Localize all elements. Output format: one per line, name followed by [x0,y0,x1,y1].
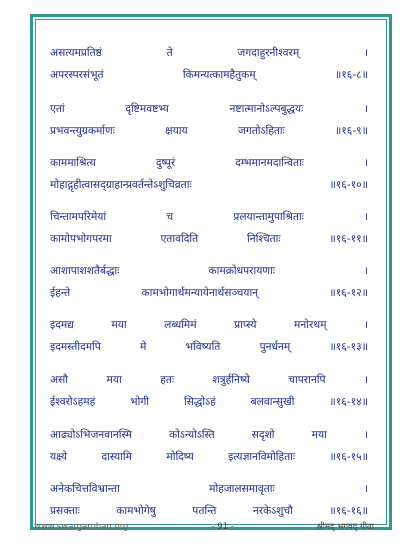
verse-marker: । [363,374,368,386]
book-title: श्रीमद् भगवद् गीता [316,522,374,532]
verse-word: मोदिष्य [166,451,194,463]
verse-word: निश्चिताः [247,233,281,245]
verse-line [50,206,368,228]
verse-word: ईहन्ते [50,287,71,299]
verse-word: भोगी [130,396,150,408]
verse-marker: ॥१६-१६॥ [329,505,368,517]
verse-marker: । [363,429,368,441]
verse-line [50,369,368,391]
verse-marker: ॥१६-८॥ [334,69,368,81]
verse-word: कामभोगेषु [116,505,156,517]
verse-line [50,424,368,446]
verse-word: दम्भमानमदान्विताः [235,157,304,169]
verse-word: प्रभवन्त्युग्रकर्माणः [50,125,115,137]
verse-word: प्रसक्ताः [50,505,80,517]
verse-word: मोहजालसमावृताः [209,483,275,495]
verse-line [50,282,368,304]
verse-word: आशापाशशतैर्बद्धाः [50,265,120,277]
verse-word: ते [166,47,173,59]
verse-word: सिद्धोऽहं [183,396,216,408]
verse-line [50,64,368,86]
verse-word: काममाश्रित्य [50,157,96,169]
verse-word: कामभोगार्थमन्यायेनार्थसञ्चयान् [141,287,259,299]
verse-word: आढ्योऽभिजनवानस्मि [50,429,132,441]
verse-word: भविष्यति [185,341,221,353]
verse-word: हतः [160,374,175,386]
verse-word: असत्यमप्रतिष्ठं [50,47,102,59]
verse-word: च [166,211,174,223]
verse-line [50,478,368,500]
verse-word: दृष्टिमवष्टभ्य [125,103,169,115]
verse-marker: । [363,319,368,331]
verse-line [50,260,368,282]
verse-marker: ॥१६-१०॥ [329,179,368,191]
verse-word: मया [106,374,122,386]
verse-marker: ॥१६-१५॥ [329,451,368,463]
verse-block [50,478,368,522]
verse-word: सदृशो [251,429,275,441]
verse-word: दुष्पूरं [155,157,176,169]
verse-line [50,336,368,358]
verse-block [50,424,368,468]
verse-line [50,228,368,250]
verse-marker: ॥१६-१३॥ [329,341,368,353]
verse-word: इदमद्य [50,319,74,331]
verse-word: कामोपभोगपरमा [50,233,112,245]
verse-line [50,446,368,468]
verse-marker: । [363,47,368,59]
verse-word: यक्ष्ये [50,451,68,463]
verse-block [50,206,368,250]
verse-marker: । [363,211,368,223]
verse-line [50,152,368,174]
verse-line [50,42,368,64]
verse-word: मया [111,319,127,331]
verse-word: पतन्ति [192,505,217,517]
verse-word: एतावदिति [160,233,199,245]
verse-word: प्राप्स्ये [234,319,257,331]
verse-word: नरकेऽशुचौ [252,505,293,517]
verse-word: ईश्वरोऽहमहं [50,396,96,408]
verse-word: मया [311,429,327,441]
verse-word: अनेकचित्तविभ्रान्ता [50,483,120,495]
page-footer [34,521,374,532]
verse-line [50,120,368,142]
website-link[interactable]: www.swargarohan.org [34,522,129,532]
verse-block [50,152,368,196]
verse-word: दास्यामि [101,451,132,463]
verse-word: असौ [50,374,68,386]
verse-word: कामक्रोधपरायणाः [208,265,275,277]
verse-marker: । [363,103,368,115]
verse-word: एतां [50,103,65,115]
verse-word: मे [140,341,147,353]
verse-line [50,314,368,336]
verse-word: अपरस्परसंभूतं [50,69,104,81]
verse-block [50,98,368,142]
verse-marker: । [363,157,368,169]
verse-block [50,260,368,304]
verse-word: प्रलयान्तामुपाश्रिताः [233,211,304,223]
verse-line [50,98,368,120]
verse-word: इदमस्तीदमपि [50,341,101,353]
verse-word: चापरानपि [288,374,326,386]
verse-word: मोहाद्गृहीत्वासद्ग्राहान्प्रवर्तन्तेऽशुचिव्रताः [50,179,192,191]
verse-line [50,174,368,196]
verse-word: क्षयाय [165,125,188,137]
verse-word: नष्टात्मानोऽल्पबुद्धयः [229,103,304,115]
verse-marker: ॥१६-१४॥ [329,396,368,408]
verse-marker: । [363,265,368,277]
verse-word: जगतोऽहिताः [237,125,285,137]
verse-word: पुनर्धनम् [259,341,291,353]
page-number: - 91 - [211,522,234,532]
verse-marker: ॥१६-११॥ [329,233,368,245]
verse-block [50,42,368,86]
verse-word: चिन्तामपरिमेयां [50,211,107,223]
verse-word: बलवान्सुखी [250,396,295,408]
verse-block [50,314,368,358]
verse-word: इत्यज्ञानविमोहिताः [228,451,295,463]
verse-line [50,500,368,522]
verse-word: जगदाहुरनीश्वरम् [237,47,300,59]
verse-word: मनोरथम् [294,319,327,331]
verse-marker: । [363,483,368,495]
verse-marker: ॥१६-१२॥ [329,287,368,299]
verse-word: शत्रुर्हनिष्ये [212,374,250,386]
verse-block [50,369,368,413]
verse-word: लब्धमिमं [164,319,197,331]
verse-marker: ॥१६-९॥ [334,125,368,137]
verse-word: कोऽन्योऽस्ति [169,429,215,441]
verse-line [50,391,368,413]
verse-word: किमन्यत्कामहैतुकम् [182,69,256,81]
